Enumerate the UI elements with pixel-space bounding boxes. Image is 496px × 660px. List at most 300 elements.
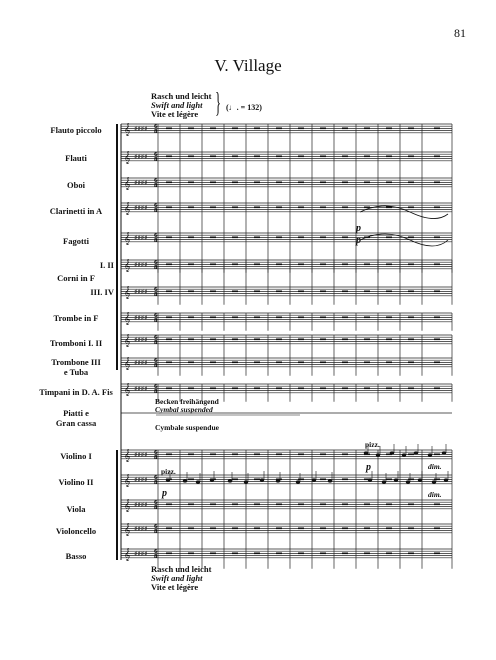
clef-icon: 𝄞: [124, 334, 131, 347]
rest-mark: [298, 454, 304, 456]
note-head: [228, 479, 232, 482]
label-flauti: Flauti: [65, 153, 87, 163]
dim-violino-i: dim.: [428, 462, 442, 471]
rest-mark: [342, 317, 348, 319]
time-sig-top: 6: [154, 178, 158, 184]
rest-mark: [254, 362, 260, 364]
sharps-icon: ♯♯♯♯: [134, 153, 148, 161]
note-head: [312, 478, 316, 481]
dynamic-p-violino-ii: p: [162, 488, 167, 499]
rest-mark: [434, 156, 440, 158]
rest-mark: [364, 156, 370, 158]
rest-mark: [232, 291, 238, 293]
rest-mark: [188, 528, 194, 530]
time-sig-top: 6: [154, 260, 158, 266]
rest-mark: [342, 264, 348, 266]
note-head: [166, 478, 170, 481]
bracket-strings: [116, 450, 118, 560]
rest-mark: [254, 317, 260, 319]
clef-icon: 𝄞: [124, 151, 131, 164]
rest-mark: [254, 504, 260, 506]
rest-mark: [434, 454, 440, 456]
rest-mark: [254, 264, 260, 266]
rest-mark: [188, 128, 194, 130]
time-sig-top: 6: [154, 500, 158, 506]
note-head: [418, 478, 422, 481]
rest-mark: [320, 182, 326, 184]
time-sig-bottom: 8: [154, 265, 158, 271]
rest-mark: [386, 479, 392, 481]
rest-mark: [254, 454, 260, 456]
rest-mark: [188, 156, 194, 158]
rest-mark: [408, 182, 414, 184]
dim-violino-ii: dim.: [428, 490, 442, 499]
sharps-icon: ♯♯♯♯: [134, 234, 148, 242]
time-sig-top: 6: [154, 203, 158, 209]
rest-mark: [364, 207, 370, 209]
rest-mark: [434, 237, 440, 239]
rest-mark: [166, 237, 172, 239]
rest-mark: [210, 264, 216, 266]
rest-mark: [276, 339, 282, 341]
rest-mark: [210, 362, 216, 364]
sharps-icon: ♯♯♯♯: [134, 451, 148, 459]
sharps-icon: ♯♯♯♯: [134, 550, 148, 558]
rest-mark: [166, 317, 172, 319]
rest-mark: [188, 553, 194, 555]
rest-mark: [342, 291, 348, 293]
rest-mark: [276, 388, 282, 390]
time-sig-bottom: 8: [154, 238, 158, 244]
rest-mark: [298, 182, 304, 184]
clef-icon: 𝄞: [124, 523, 131, 536]
time-sig-top: 6: [154, 335, 158, 341]
rest-mark: [210, 156, 216, 158]
rest-mark: [276, 504, 282, 506]
rest-mark: [408, 362, 414, 364]
time-sig-bottom: 8: [154, 529, 158, 535]
time-sig-top: 6: [154, 124, 158, 130]
cymbal-english: Cymbal suspended: [155, 405, 213, 414]
label-piatti: Piatti e: [63, 408, 89, 418]
rest-mark: [320, 339, 326, 341]
rest-mark: [254, 207, 260, 209]
pizz-violino-ii: pizz.: [161, 467, 176, 476]
rest-mark: [232, 504, 238, 506]
rest-mark: [232, 128, 238, 130]
score-marks: [156, 128, 448, 555]
rest-mark: [166, 207, 172, 209]
rest-mark: [188, 504, 194, 506]
rest-mark: [320, 454, 326, 456]
sharps-icon: ♯♯♯♯: [134, 261, 148, 269]
time-sig-bottom: 8: [154, 480, 158, 486]
dynamic-p-clarinet-2: p: [356, 235, 361, 246]
rest-mark: [434, 553, 440, 555]
rest-mark: [364, 317, 370, 319]
rest-mark: [408, 553, 414, 555]
rest-mark: [232, 388, 238, 390]
bracket-woodwinds: [116, 124, 118, 262]
rest-mark: [298, 207, 304, 209]
clef-icon: 𝄞: [124, 499, 131, 512]
note-head: [382, 480, 386, 483]
time-sig-top: 6: [154, 358, 158, 364]
time-sig-bottom: 8: [154, 129, 158, 135]
label-corni-i-ii: I. II: [99, 260, 114, 270]
rest-mark: [276, 553, 282, 555]
note-head: [364, 451, 368, 454]
rest-mark: [232, 182, 238, 184]
time-sig-top: 6: [154, 384, 158, 390]
dynamic-p-violino-i: p: [366, 462, 371, 473]
rest-mark: [342, 182, 348, 184]
rest-mark: [386, 291, 392, 293]
note-head: [183, 479, 187, 482]
rest-mark: [166, 128, 172, 130]
rest-mark: [254, 182, 260, 184]
label-flauto-piccolo: Flauto piccolo: [50, 125, 102, 135]
rest-mark: [298, 479, 304, 481]
label-oboi: Oboi: [67, 180, 85, 190]
sharps-icon: ♯♯♯♯: [134, 476, 148, 484]
rest-mark: [342, 128, 348, 130]
cymbal-german: Becken freihängend: [155, 397, 219, 406]
time-sig-bottom: 8: [154, 554, 158, 560]
rest-mark: [434, 128, 440, 130]
rest-mark: [298, 362, 304, 364]
rest-mark: [342, 479, 348, 481]
label-violino-ii: Violino II: [58, 477, 94, 487]
rest-mark: [342, 528, 348, 530]
label-timpani: Timpani in D. A. Fis: [39, 387, 113, 397]
rest-mark: [342, 237, 348, 239]
sharps-icon: ♯♯♯♯: [134, 336, 148, 344]
rest-mark: [210, 237, 216, 239]
clef-icon: 𝄞: [124, 286, 131, 299]
rest-mark: [254, 339, 260, 341]
rest-mark: [434, 388, 440, 390]
rest-mark: [166, 528, 172, 530]
rest-mark: [386, 528, 392, 530]
rest-mark: [276, 128, 282, 130]
rest-mark: [188, 264, 194, 266]
label-viola: Viola: [66, 504, 86, 514]
label-trombe: Trombe in F: [53, 313, 99, 323]
rest-mark: [386, 317, 392, 319]
rest-mark: [254, 388, 260, 390]
rest-mark: [232, 317, 238, 319]
rest-mark: [188, 362, 194, 364]
rest-mark: [232, 454, 238, 456]
rest-mark: [210, 504, 216, 506]
rest-mark: [166, 388, 172, 390]
note-head: [428, 453, 432, 456]
rest-mark: [254, 553, 260, 555]
clef-icon: 𝄞: [124, 177, 131, 190]
rest-mark: [320, 362, 326, 364]
rest-mark: [408, 317, 414, 319]
rest-mark: [408, 207, 414, 209]
note-head: [260, 478, 264, 481]
rest-mark: [298, 504, 304, 506]
rest-mark: [298, 156, 304, 158]
rest-mark: [298, 388, 304, 390]
label-violino-i: Violino I: [60, 451, 92, 461]
rest-mark: [298, 291, 304, 293]
note-head: [210, 478, 214, 481]
label-violoncello: Violoncello: [55, 526, 97, 536]
rest-mark: [298, 528, 304, 530]
rest-mark: [434, 479, 440, 481]
rest-mark: [320, 207, 326, 209]
rest-mark: [210, 317, 216, 319]
clef-icon: 𝄞: [124, 357, 131, 370]
rest-mark: [298, 553, 304, 555]
time-sig-bottom: 8: [154, 318, 158, 324]
rest-mark: [210, 291, 216, 293]
rest-mark: [298, 128, 304, 130]
clef-icon: 𝄞: [124, 232, 131, 245]
rest-mark: [232, 264, 238, 266]
note-head: [394, 478, 398, 481]
rest-mark: [434, 182, 440, 184]
rest-mark: [232, 207, 238, 209]
time-sig-bottom: 8: [154, 455, 158, 461]
rest-mark: [298, 339, 304, 341]
rest-mark: [386, 504, 392, 506]
rest-mark: [210, 553, 216, 555]
note-head: [444, 478, 448, 481]
sharps-icon: ♯♯♯♯: [134, 179, 148, 187]
note-head: [196, 480, 200, 483]
note-head: [376, 453, 380, 456]
tempo-english: Swift and light: [151, 100, 203, 110]
rest-mark: [342, 339, 348, 341]
rest-mark: [188, 207, 194, 209]
rest-mark: [364, 339, 370, 341]
note-head: [368, 478, 372, 481]
rest-mark: [408, 454, 414, 456]
rest-mark: [298, 264, 304, 266]
clef-icon: 𝄞: [124, 202, 131, 215]
clef-icon: 𝄞: [124, 383, 131, 396]
rest-mark: [364, 291, 370, 293]
rest-mark: [342, 553, 348, 555]
rest-mark: [232, 156, 238, 158]
rest-mark: [210, 128, 216, 130]
note-head: [296, 480, 300, 483]
rest-mark: [166, 264, 172, 266]
time-sig-top: 6: [154, 549, 158, 555]
rest-mark: [188, 454, 194, 456]
label-gran-cassa: Gran cassa: [55, 418, 97, 428]
rest-mark: [386, 264, 392, 266]
sharps-icon: ♯♯♯♯: [134, 125, 148, 133]
rest-mark: [276, 291, 282, 293]
sharps-icon: ♯♯♯♯: [134, 525, 148, 533]
rest-mark: [298, 237, 304, 239]
rest-mark: [434, 291, 440, 293]
rest-mark: [232, 528, 238, 530]
rest-mark: [166, 291, 172, 293]
rest-mark: [210, 528, 216, 530]
rest-mark: [166, 156, 172, 158]
note-head: [402, 453, 406, 456]
rest-mark: [364, 182, 370, 184]
note-head: [432, 480, 436, 483]
time-sig-bottom: 8: [154, 340, 158, 346]
sharps-icon: ♯♯♯♯: [134, 288, 148, 296]
rest-mark: [232, 553, 238, 555]
rest-mark: [364, 362, 370, 364]
rest-mark: [434, 362, 440, 364]
rest-mark: [166, 182, 172, 184]
rest-mark: [408, 339, 414, 341]
rest-mark: [434, 528, 440, 530]
rest-mark: [434, 264, 440, 266]
rest-mark: [276, 182, 282, 184]
rest-mark: [386, 237, 392, 239]
rest-mark: [320, 264, 326, 266]
rest-mark: [386, 156, 392, 158]
rest-mark: [408, 291, 414, 293]
rest-mark: [210, 454, 216, 456]
pizz-violino-i: pizz.: [365, 440, 380, 449]
movement-title: V. Village: [214, 56, 282, 75]
label-tuba: e Tuba: [63, 367, 89, 377]
label-tromboni: Tromboni I. II: [49, 338, 103, 348]
rest-mark: [408, 237, 414, 239]
rest-mark: [210, 207, 216, 209]
rest-mark: [166, 362, 172, 364]
sharps-icon: ♯♯♯♯: [134, 204, 148, 212]
rest-mark: [408, 528, 414, 530]
rest-mark: [254, 528, 260, 530]
rest-mark: [276, 454, 282, 456]
clef-icon: 𝄞: [124, 474, 131, 487]
rest-mark: [408, 479, 414, 481]
rest-mark: [254, 156, 260, 158]
rest-mark: [408, 156, 414, 158]
rest-mark: [320, 504, 326, 506]
rest-mark: [188, 237, 194, 239]
rest-mark: [364, 264, 370, 266]
tempo-french-bottom: Vite et légère: [151, 582, 199, 592]
rest-mark: [188, 291, 194, 293]
rest-mark: [364, 528, 370, 530]
rest-mark: [342, 207, 348, 209]
time-sig-top: 6: [154, 524, 158, 530]
rest-mark: [408, 264, 414, 266]
label-clarinetti: Clarinetti in A: [49, 206, 103, 216]
note-head: [328, 479, 332, 482]
rest-mark: [342, 362, 348, 364]
time-sig-bottom: 8: [154, 505, 158, 511]
rest-mark: [386, 553, 392, 555]
rest-mark: [276, 237, 282, 239]
rest-mark: [320, 388, 326, 390]
sharps-icon: ♯♯♯♯: [134, 501, 148, 509]
sharps-icon: ♯♯♯♯: [134, 359, 148, 367]
note-head: [442, 451, 446, 454]
rest-mark: [254, 291, 260, 293]
rest-mark: [320, 479, 326, 481]
rest-mark: [320, 128, 326, 130]
time-sig-top: 6: [154, 313, 158, 319]
note-head: [244, 480, 248, 483]
cymbal-french: Cymbale suspendue: [155, 423, 219, 432]
rest-mark: [434, 207, 440, 209]
clef-icon: 𝄞: [124, 259, 131, 272]
rest-mark: [320, 156, 326, 158]
time-sig-bottom: 8: [154, 292, 158, 298]
time-sig-bottom: 8: [154, 363, 158, 369]
rest-mark: [342, 388, 348, 390]
rest-mark: [434, 504, 440, 506]
label-fagotti: Fagotti: [63, 236, 89, 246]
rest-mark: [386, 362, 392, 364]
slur-fagotti: [360, 234, 448, 246]
time-sig-top: 6: [154, 450, 158, 456]
time-sig-top: 6: [154, 152, 158, 158]
rest-mark: [364, 388, 370, 390]
rest-mark: [188, 182, 194, 184]
rest-mark: [232, 479, 238, 481]
rest-mark: [320, 528, 326, 530]
rest-mark: [254, 237, 260, 239]
label-corni: Corni in F: [57, 273, 95, 283]
dynamic-p-clarinet: p: [356, 223, 361, 234]
rest-mark: [276, 207, 282, 209]
rest-mark: [408, 504, 414, 506]
note-head: [406, 480, 410, 483]
rest-mark: [342, 156, 348, 158]
rest-mark: [320, 317, 326, 319]
rest-mark: [386, 388, 392, 390]
rest-mark: [320, 237, 326, 239]
rest-mark: [298, 317, 304, 319]
clef-icon: 𝄞: [124, 312, 131, 325]
tempo-french: Vite et légère: [151, 109, 199, 119]
time-sig-bottom: 8: [154, 157, 158, 163]
tempo-german: Rasch und leicht: [151, 91, 212, 101]
staff-group: [121, 123, 452, 561]
rest-mark: [408, 128, 414, 130]
rest-mark: [364, 504, 370, 506]
note-head: [276, 479, 280, 482]
label-corni-iii-iv: III. IV: [90, 287, 114, 297]
sharps-icon: ♯♯♯♯: [134, 314, 148, 322]
tempo-german-bottom: Rasch und leicht: [151, 564, 212, 574]
label-trombone-iii: Trombone III: [51, 357, 101, 367]
rest-mark: [276, 362, 282, 364]
rest-mark: [276, 156, 282, 158]
clef-icon: 𝄞: [124, 123, 131, 136]
rest-mark: [364, 128, 370, 130]
rest-mark: [232, 237, 238, 239]
rest-mark: [342, 454, 348, 456]
rest-mark: [188, 339, 194, 341]
time-sig-bottom: 8: [154, 389, 158, 395]
rest-mark: [276, 317, 282, 319]
rest-mark: [210, 182, 216, 184]
rest-mark: [166, 339, 172, 341]
rest-mark: [434, 317, 440, 319]
metronome-mark: (♩. = 132): [226, 103, 262, 112]
time-sig-top: 6: [154, 233, 158, 239]
time-sig-bottom: 8: [154, 183, 158, 189]
